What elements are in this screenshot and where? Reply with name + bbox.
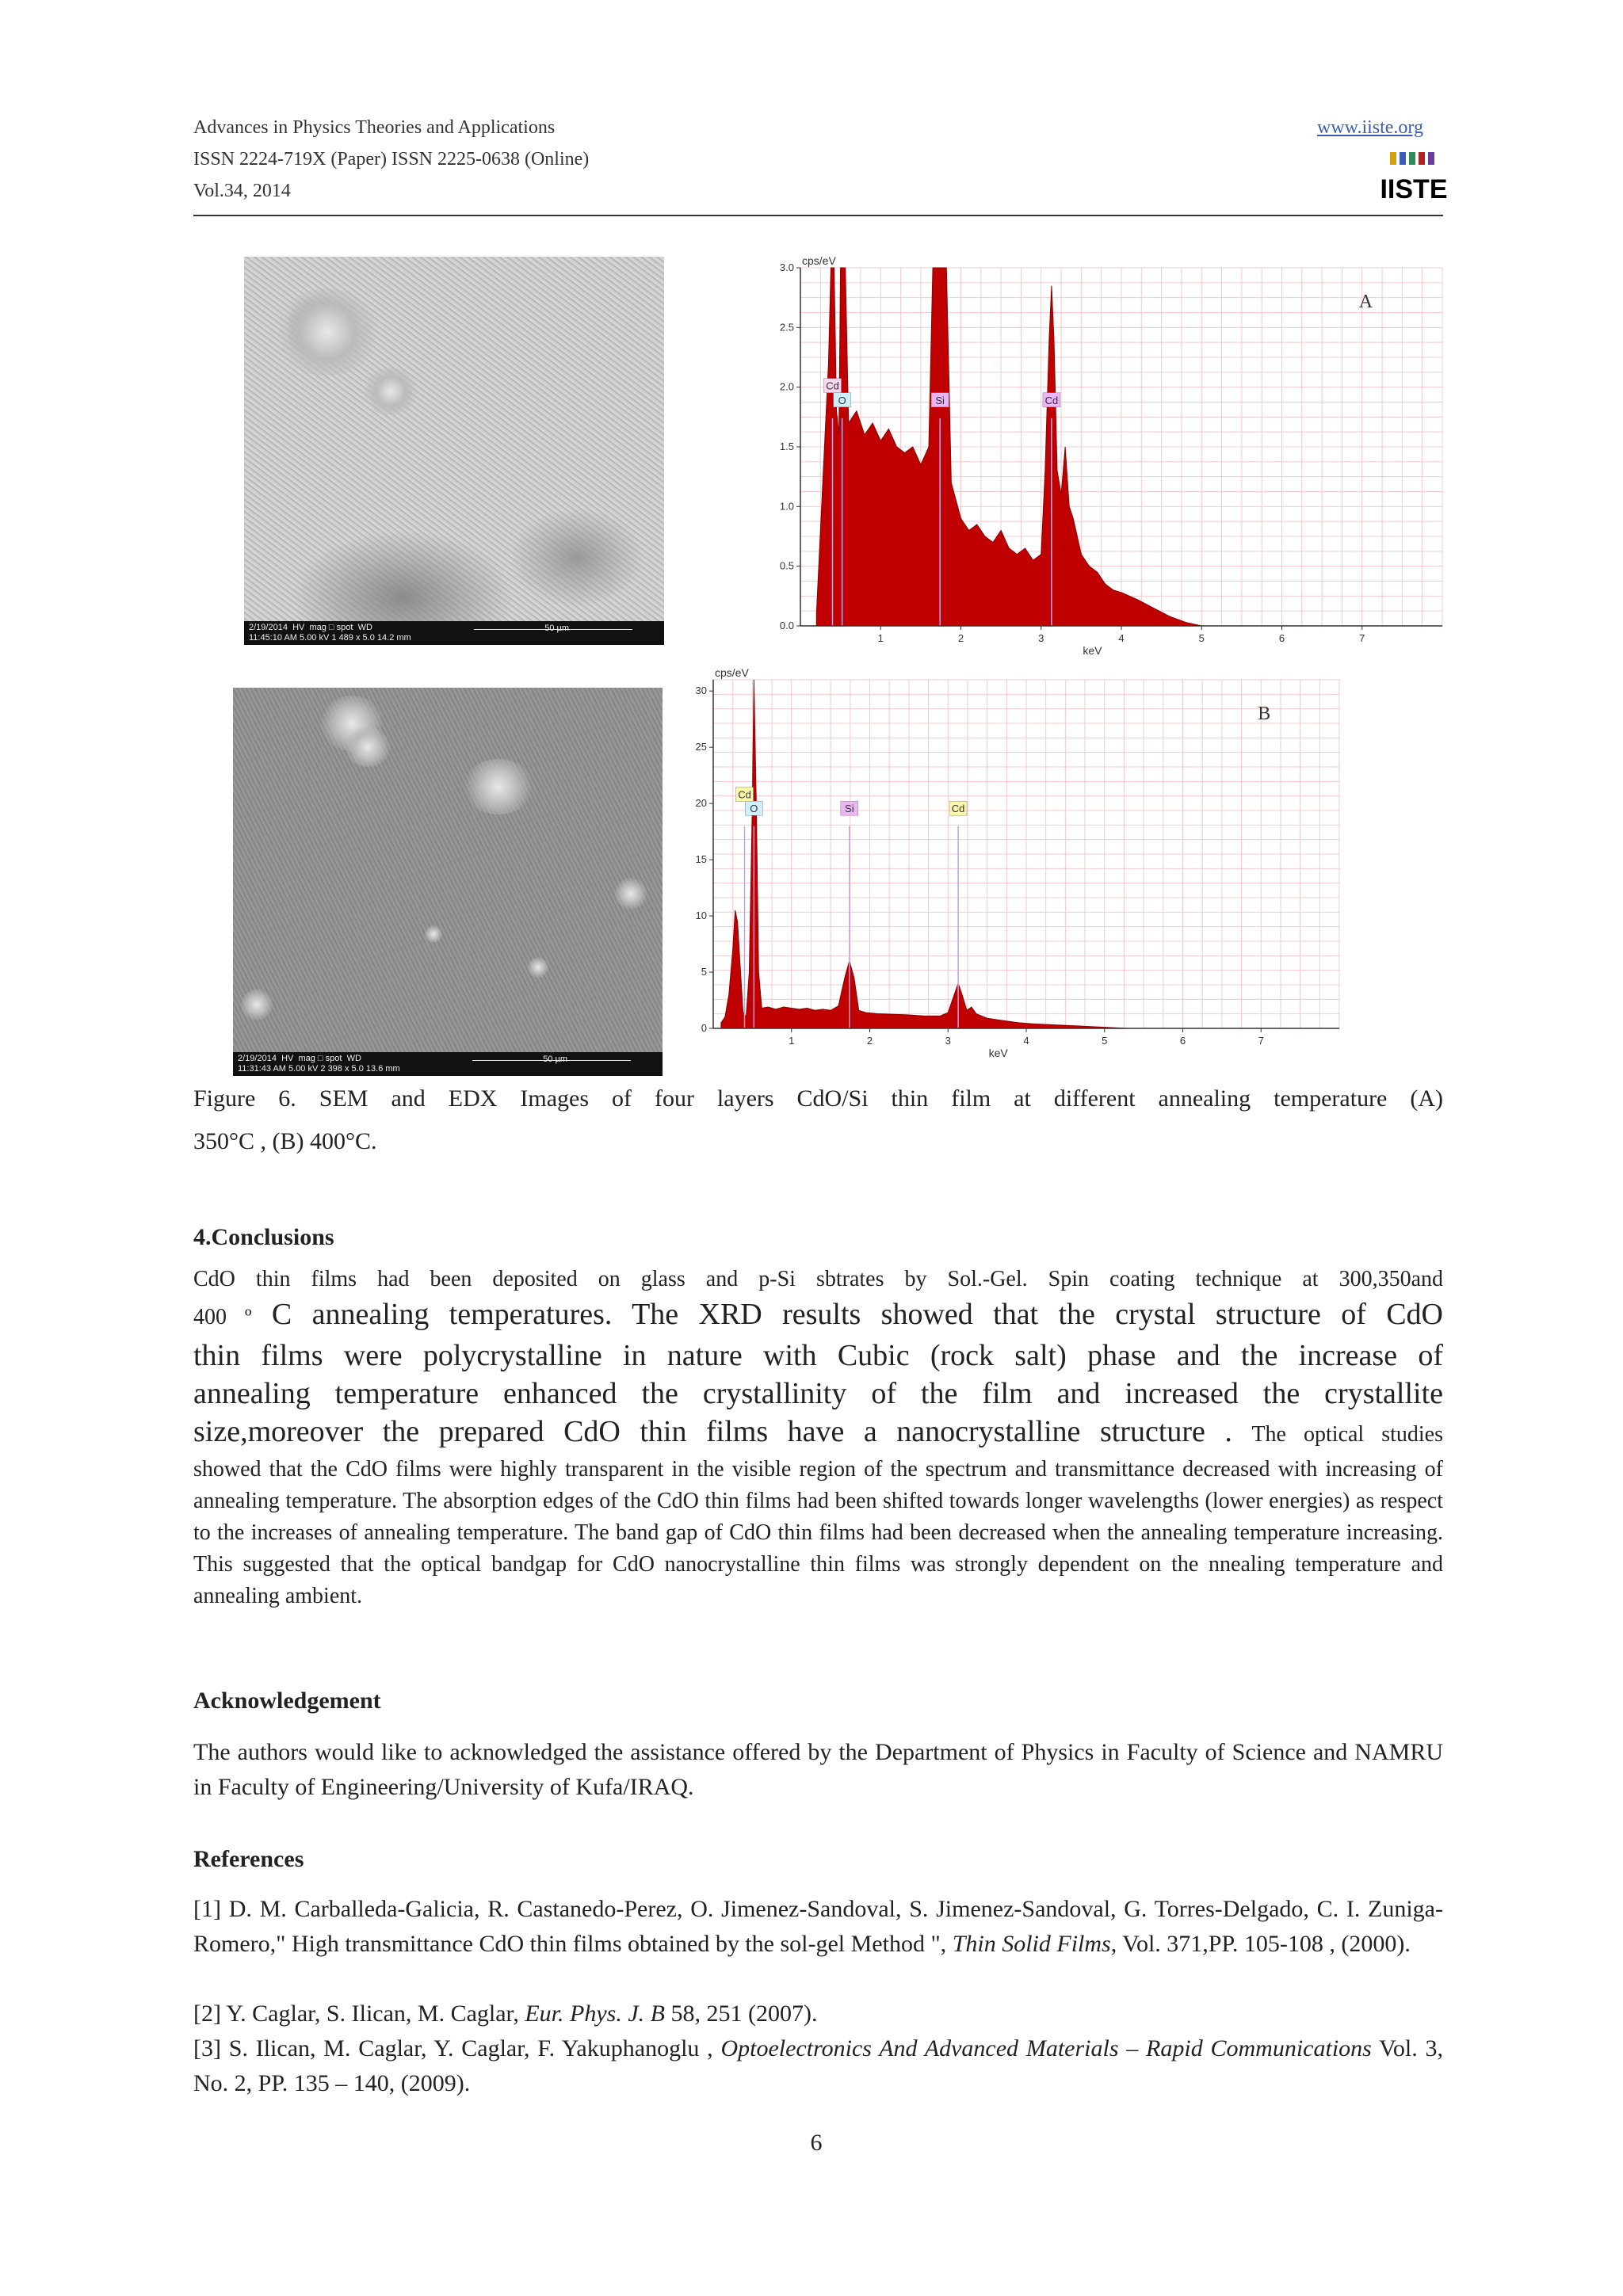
header-rule (193, 215, 1443, 216)
y-tick-label: 2.5 (779, 321, 794, 334)
sem-particle (276, 288, 379, 376)
panel-label: B (1258, 704, 1271, 724)
x-tick-label: 5 (1102, 1035, 1108, 1047)
issn-line: ISSN 2224-719X (Paper) ISSN 2225-0638 (Online) (193, 149, 590, 170)
x-tick-label: 7 (1359, 632, 1365, 644)
conclusions-line5: size,moreover the prepared CdO thin films have a nanocrystalline structure . The optical studies (193, 1415, 1443, 1448)
section-title-conclusions: 4.Conclusions (193, 1224, 334, 1250)
x-tick-label: 6 (1278, 632, 1285, 644)
x-tick-label: 4 (1023, 1035, 1029, 1047)
scale-label: 50 µm (544, 624, 569, 633)
section-title-references: References (193, 1846, 304, 1872)
peak-label: Cd (738, 788, 751, 801)
sem-particle (344, 727, 391, 767)
x-tick-label: 7 (1258, 1035, 1264, 1047)
y-tick-label: 2.0 (779, 380, 794, 393)
sem-info-bar: 2/19/2014 HV mag □ spot WD 11:45:10 AM 5.00 kV 1 489 x 5.0 14.2 mm 50 µm (244, 621, 664, 645)
iiste-logo (1380, 149, 1448, 206)
conclusions-line2: 400 º C annealing temperatures. The XRD results showed that the crystal structure of CdO (193, 1298, 1443, 1331)
peak-label: Cd (951, 803, 965, 815)
peak-label: O (750, 803, 758, 815)
conclusions-line1: CdO thin films had been deposited on glass and p-Si sbtrates by Sol.-Gel. Spin coating technique at 300,350and (193, 1267, 1443, 1291)
y-tick-label: 25 (695, 741, 707, 753)
peak-label: O (838, 394, 846, 406)
x-tick-label: 5 (1198, 632, 1205, 644)
reference-1: [1] D. M. Carballeda-Galicia, R. Castanedo-Perez, O. Jimenez-Sandoval, S. Jimenez-Sandoval, G. Torres-Delgado, C. I. Zuniga-Romero," High transmittance CdO thin films obtained by the sol-gel Method ", Thin Solid Films, Vol. 371,PP. 105-108 , (2000). (193, 1896, 1443, 1957)
sem-image-b (233, 688, 663, 1076)
y-tick-label: 3.0 (779, 261, 794, 273)
y-axis-label: cps/eV (715, 666, 749, 679)
peak-label: Cd (826, 379, 839, 392)
page-number: 6 (810, 2130, 823, 2156)
peak-label: Si (845, 803, 854, 815)
y-tick-label: 30 (695, 685, 707, 697)
conclusions-line3: thin films were polycrystalline in nature with Cubic (rock salt) phase and the increase of (193, 1339, 1443, 1372)
section-title-acknowledgement: Acknowledgement (193, 1688, 381, 1714)
sem-info-bar: 2/19/2014 HV mag □ spot WD 11:31:43 AM 5.00 kV 2 398 x 5.0 13.6 mm 50 µm (233, 1052, 663, 1076)
x-tick-label: 2 (866, 1035, 873, 1047)
iiste-logo-graphic (1380, 149, 1448, 206)
reference-2: [2] Y. Caglar, S. Ilican, M. Caglar, Eur. Phys. J. B 58, 251 (2007). (193, 2000, 818, 2027)
volume-line: Vol.34, 2014 (193, 181, 291, 201)
conclusions-line4: annealing temperature enhanced the crystallinity of the film and increased the crystallite (193, 1377, 1443, 1410)
x-tick-label: 1 (789, 1035, 795, 1047)
conclusions-rest: showed that the CdO films were highly transparent in the visible region of the spectrum and transmittance decreased with increasing of annealing temperature. The absorption edges of the CdO thin films had been shifted towards longer wavelengths (lower energies) as respect to the increases of annealing temperature. The band gap of CdO thin films had been decreased when the annealing temperature increasing. This suggested that the optical bandgap for CdO nanocrystalline thin films was strongly dependent on the nnealing temperature and annealing ambient. (193, 1457, 1443, 1608)
figure-caption-line1: Figure 6. SEM and EDX Images of four layers CdO/Si thin film at different annealing temperature (A) (193, 1085, 1443, 1112)
sem-particle (363, 368, 418, 415)
y-tick-label: 0.5 (779, 559, 794, 572)
sem-particle (463, 759, 534, 814)
sem-particle (528, 957, 548, 978)
y-tick-label: 0.0 (779, 620, 794, 631)
y-axis-label: cps/eV (802, 254, 836, 267)
sem-image-a (244, 257, 664, 645)
y-tick-label: 20 (695, 797, 707, 810)
y-tick-label: 0 (701, 1022, 707, 1034)
y-tick-label: 1.5 (779, 441, 794, 452)
edx-spectrum-chart-b (674, 664, 1347, 1060)
y-tick-label: 10 (695, 910, 707, 922)
peak-label: Si (935, 394, 945, 406)
x-axis-label: keV (1083, 644, 1102, 657)
figure-caption (193, 1077, 1443, 1163)
peak-label: Cd (1044, 394, 1059, 406)
website-link[interactable]: www.iiste.org (1317, 117, 1423, 138)
y-tick-label: 1.0 (779, 500, 794, 513)
x-axis-label: keV (988, 1047, 1008, 1059)
journal-title: Advances in Physics Theories and Applications (193, 117, 556, 138)
sem-particle (425, 925, 442, 943)
x-tick-label: 1 (877, 632, 884, 644)
y-tick-label: 15 (695, 853, 707, 866)
acknowledgement-text: The authors would like to acknowledged the assistance offered by the Department of Physics in Faculty of Science and NAMRU in Faculty of Engineering/University of Kufa/IRAQ. (193, 1739, 1443, 1800)
x-tick-label: 6 (1179, 1035, 1186, 1047)
sem-particle (241, 989, 273, 1020)
scale-label: 50 µm (543, 1055, 567, 1064)
y-tick-label: 5 (701, 966, 707, 978)
sem-particle (615, 878, 647, 910)
x-tick-label: 2 (957, 632, 964, 644)
x-tick-label: 3 (1038, 632, 1044, 644)
x-tick-label: 3 (945, 1035, 951, 1047)
x-tick-label: 4 (1118, 632, 1125, 644)
conclusions-body (193, 1264, 1443, 1612)
panel-label: A (1358, 292, 1373, 312)
reference-3: [3] S. Ilican, M. Caglar, Y. Caglar, F. Yakuphanoglu , Optoelectronics And Advanced Materials – Rapid Communications Vol. 3, No. 2, PP. 135 – 140, (2009). (193, 2035, 1443, 2096)
logo-text: IISTE (1380, 174, 1448, 204)
edx-spectrum-chart-a (761, 252, 1450, 658)
figure-caption-line2: 350°C , (B) 400°C. (193, 1128, 377, 1154)
